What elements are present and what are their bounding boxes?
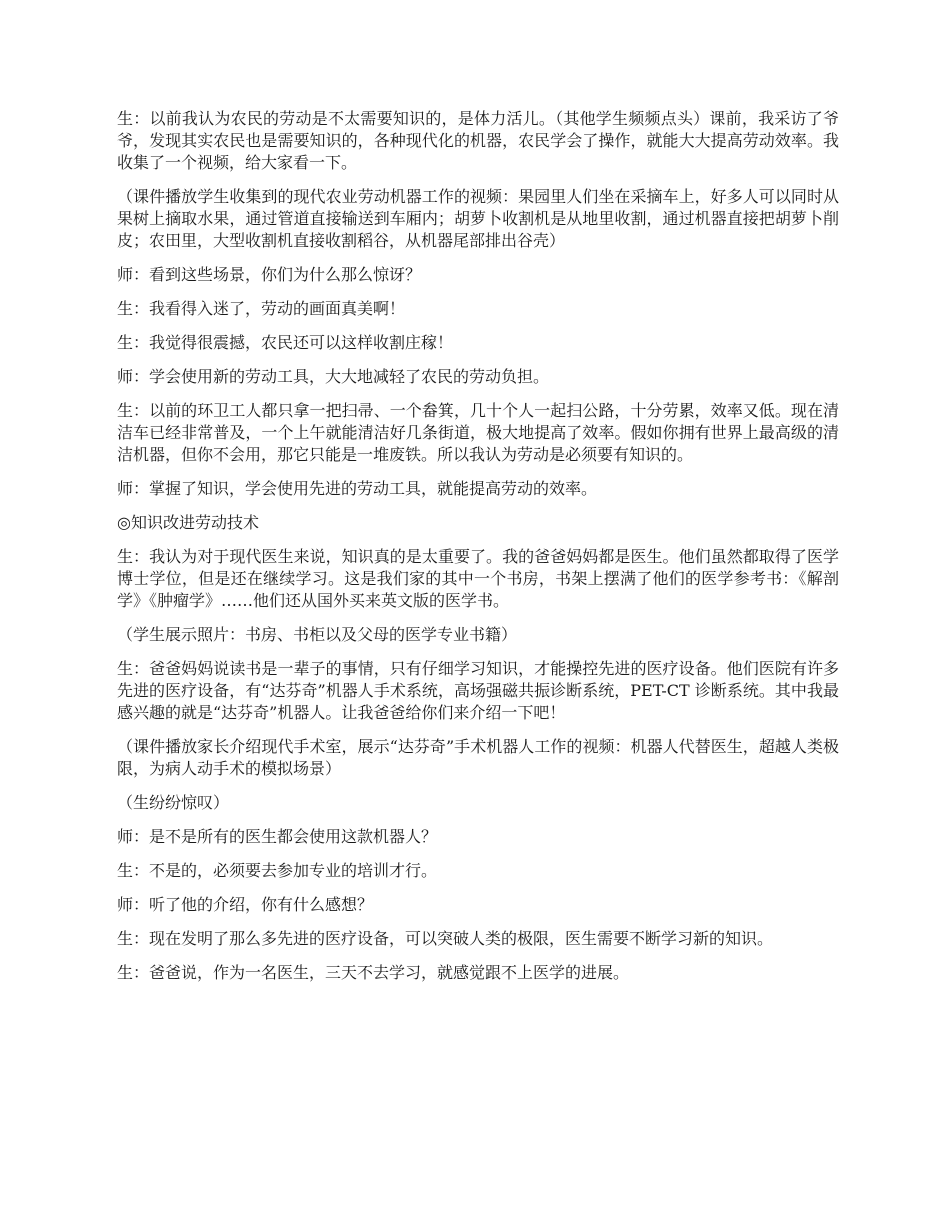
paragraph: 生：爸爸说，作为一名医生，三天不去学习，就感觉跟不上医学的进展。 — [117, 963, 630, 982]
section-heading: ◎知识改进劳动技术 — [117, 513, 259, 532]
paragraph: 生：以前的环卫工人都只拿一把扫帚、一个畚箕，几十个人一起扫公路，十分劳累，效率又低。现在清洁车已经非常普及，一个上午就能清洁好几条街道，极大地提高了效率。假如你拥有世界上最高级的清洁机器，但你不会用，那它只能是一堆废铁。所以我认为劳动是必须要有知识的。 — [117, 401, 839, 464]
paragraph: 师：学会使用新的劳动工具，大大地减轻了农民的劳动负担。 — [117, 367, 550, 386]
document-body — [117, 108, 839, 996]
paragraph: 生：现在发明了那么多先进的医疗设备，可以突破人类的极限，医生需要不断学习新的知识。 — [117, 929, 774, 948]
paragraph: 师：看到这些场景，你们为什么那么惊讶？ — [117, 265, 422, 284]
paragraph: 生：以前我认为农民的劳动是不太需要知识的，是体力活儿。（其他学生频频点头）课前，我采访了爷爷，发现其实农民也是需要知识的，各种现代化的机器，农民学会了操作，就能大大提高劳动效率。我收集了一个视频，给大家看一下。 — [117, 109, 839, 172]
paragraph: 师：听了他的介绍，你有什么感想？ — [117, 895, 374, 914]
paragraph: 师：是不是所有的医生都会使用这款机器人？ — [117, 827, 438, 846]
paragraph: （生纷纷惊叹） — [117, 793, 230, 812]
paragraph: （课件播放家长介绍现代手术室，展示“达芬奇”手术机器人工作的视频：机器人代替医生，超越人类极限，为病人动手术的模拟场景） — [117, 737, 839, 778]
paragraph: 生：我觉得很震撼，农民还可以这样收割庄稼！ — [117, 333, 454, 352]
paragraph: （学生展示照片：书房、书柜以及父母的医学专业书籍） — [117, 625, 518, 644]
paragraph: （课件播放学生收集到的现代农业劳动机器工作的视频：果园里人们坐在采摘车上，好多人可以同时从果树上摘取水果，通过管道直接输送到车厢内；胡萝卜收割机是从地里收割，通过机器直接把胡萝卜削皮；农田里，大型收割机直接收割稻谷，从机器尾部排出谷壳） — [117, 187, 839, 250]
paragraph: 生：我看得入迷了，劳动的画面真美啊！ — [117, 299, 406, 318]
paragraph: 生：不是的，必须要去参加专业的培训才行。 — [117, 861, 438, 880]
paragraph: 生：爸爸妈妈说读书是一辈子的事情，只有仔细学习知识，才能操控先进的医疗设备。他们医院有许多先进的医疗设备，有“达芬奇”机器人手术系统，高场强磁共振诊断系统，PET-CT 诊断系统。其中我最感兴趣的就是“达芬奇”机器人。让我爸爸给你们来介绍一下吧！ — [117, 659, 839, 722]
paragraph: 师：掌握了知识，学会使用先进的劳动工具，就能提高劳动的效率。 — [117, 479, 598, 498]
paragraph: 生：我认为对于现代医生来说，知识真的是太重要了。我的爸爸妈妈都是医生。他们虽然都取得了医学博士学位，但是还在继续学习。这是我们家的其中一个书房，书架上摆满了他们的医学参考书：《解剖学》《肿瘤学》……他们还从国外买来英文版的医学书。 — [117, 547, 839, 610]
